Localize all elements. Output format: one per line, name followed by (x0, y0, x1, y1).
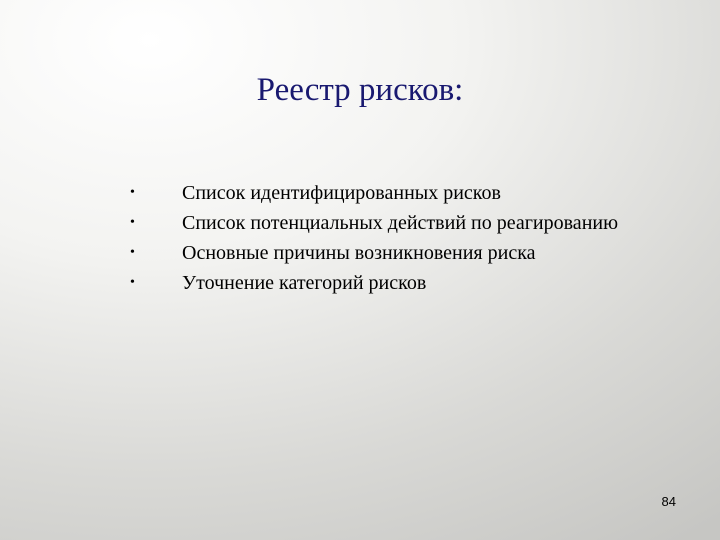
bullet-dot-icon: • (130, 185, 135, 200)
bullet-item (130, 238, 630, 268)
slide-title: Реестр рисков: (256, 72, 464, 108)
bullet-item (130, 208, 630, 238)
bullet-item (130, 268, 630, 298)
bullet-dot-icon: • (130, 275, 135, 290)
bullet-dot-icon: • (130, 215, 135, 230)
bullet-text: Список потенциальных действий по реагированию (182, 212, 619, 234)
bullet-dot-icon: • (130, 245, 135, 260)
bullet-text: Уточнение категорий рисков (182, 272, 427, 294)
bullet-list (130, 178, 630, 298)
bullet-item (130, 178, 630, 208)
page-number: 84 (661, 494, 676, 509)
bullet-text: Список идентифицированных рисков (182, 182, 501, 204)
bullet-text: Основные причины возникновения риска (182, 242, 536, 264)
